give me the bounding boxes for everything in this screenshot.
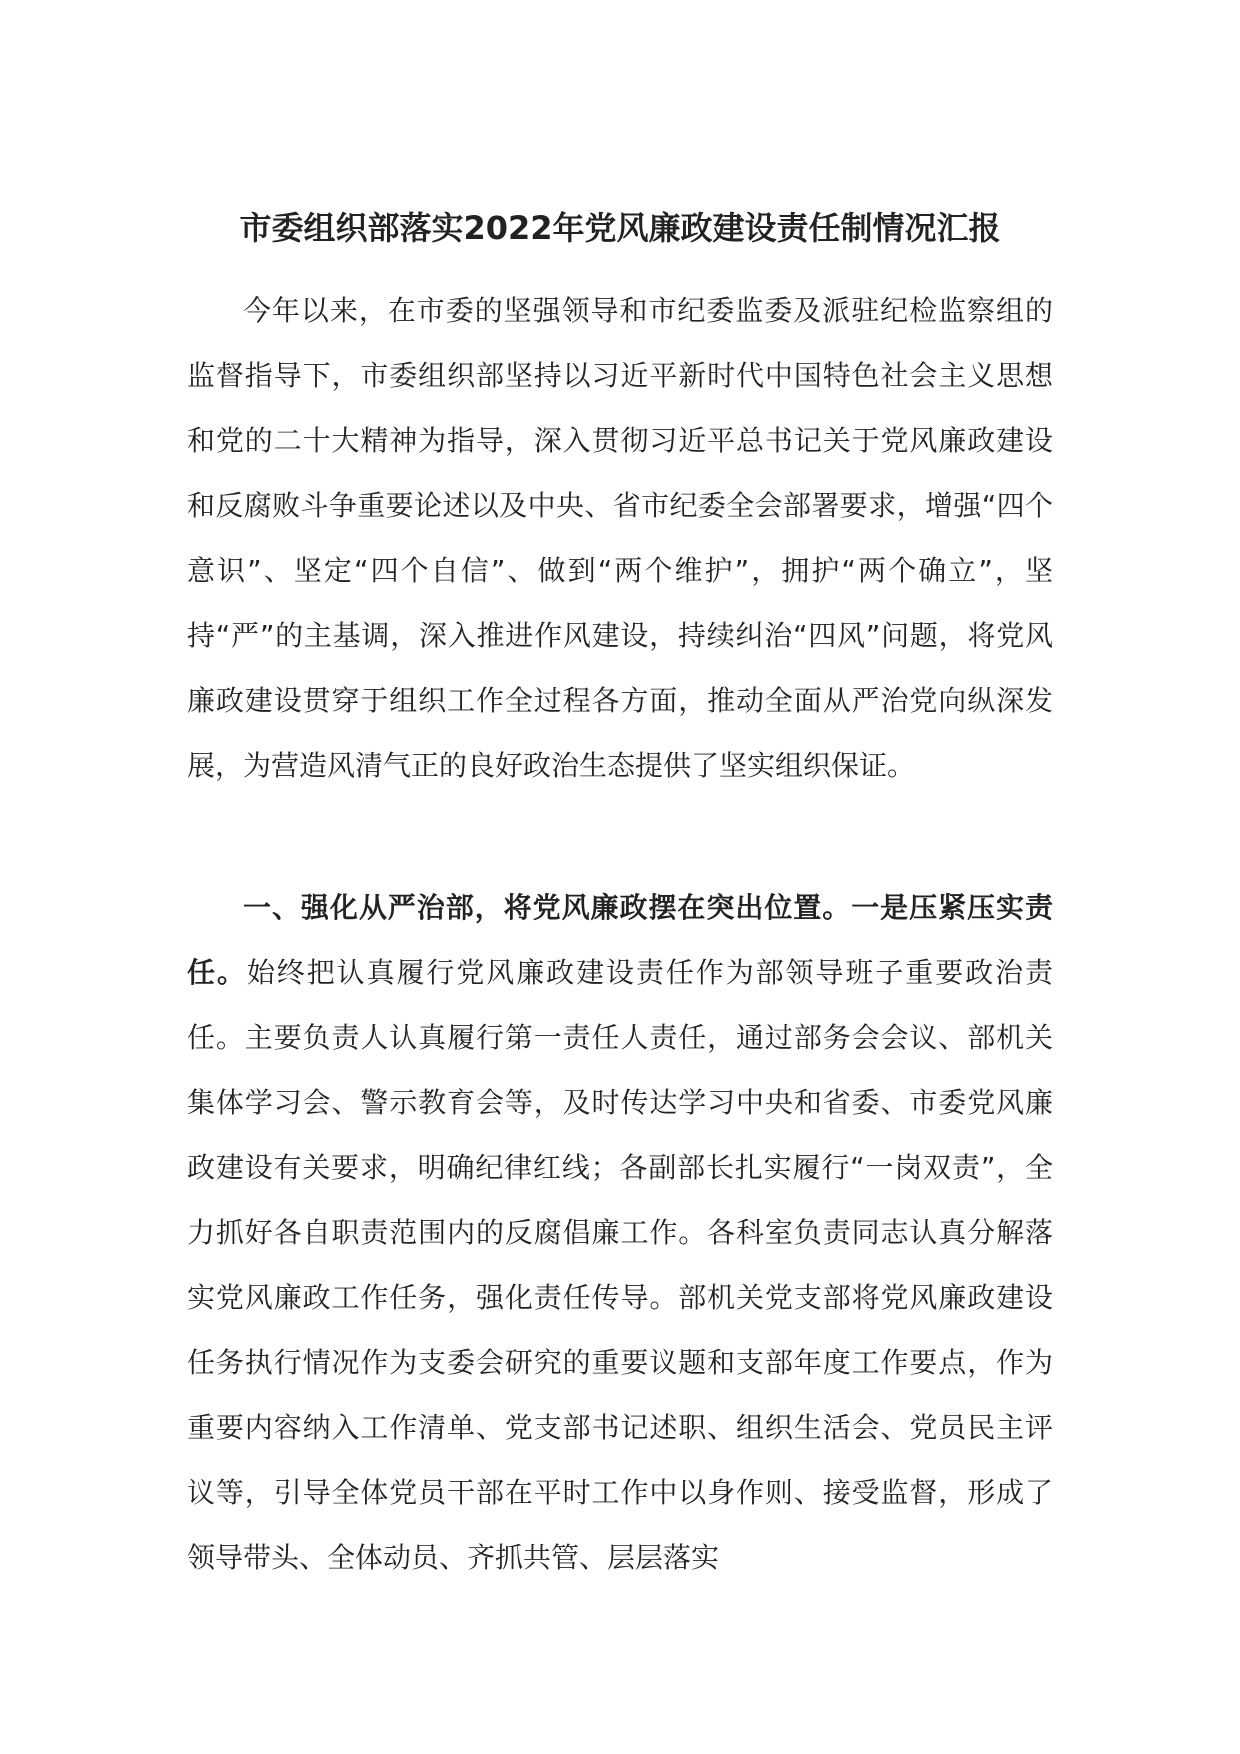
paragraph-intro-text: 今年以来，在市委的坚强领导和市纪委监委及派驻纪检监察组的监督指导下，市委组织部坚持以习近平新时代中国特色社会主义思想和党的二十大精神为指导，深入贯彻习近平总书记关于党风廉政建设和反腐败斗争重要论述以及中央、省市纪委全会部署要求，增强“四个意识”、坚定“四个自信”、做到“两个维护”，拥护“两个确立”，坚持“严”的主基调，深入推进作风建设，持续纠治“四风”问题，将党风廉政建设贯穿于组织工作全过程各方面，推动全面从严治党向纵深发展，为营造风清气正的良好政治生态提供了坚实组织保证。: [187, 294, 1053, 782]
section-one-text: 始终把认真履行党风廉政建设责任作为部领导班子重要政治责任。主要负责人认真履行第一责任人责任，通过部务会会议、部机关集体学习会、警示教育会等，及时传达学习中央和省委、市委党风廉政建设有关要求，明确纪律红线；各副部长扎实履行“一岗双责”，全力抓好各自职责范围内的反腐倡廉工作。各科室负责同志认真分解落实党风廉政工作任务，强化责任传导。部机关党支部将党风廉政建设任务执行情况作为支委会研究的重要议题和支部年度工作要点，作为重要内容纳入工作清单、党支部书记述职、组织生活会、党员民主评议等，引导全体党员干部在平时工作中以身作则、接受监督，形成了领导带头、全体动员、齐抓共管、层层落实: [187, 956, 1053, 1574]
section-one-heading: 一、强化从严治部，将党风廉政摆在突出位置。一是压紧压实责任。: [187, 891, 1053, 989]
paragraph-intro: [187, 278, 1053, 798]
document-title: 市委组织部落实2022年党风廉政建设责任制情况汇报: [239, 209, 1001, 247]
paragraph-section-one: [187, 875, 1053, 1590]
